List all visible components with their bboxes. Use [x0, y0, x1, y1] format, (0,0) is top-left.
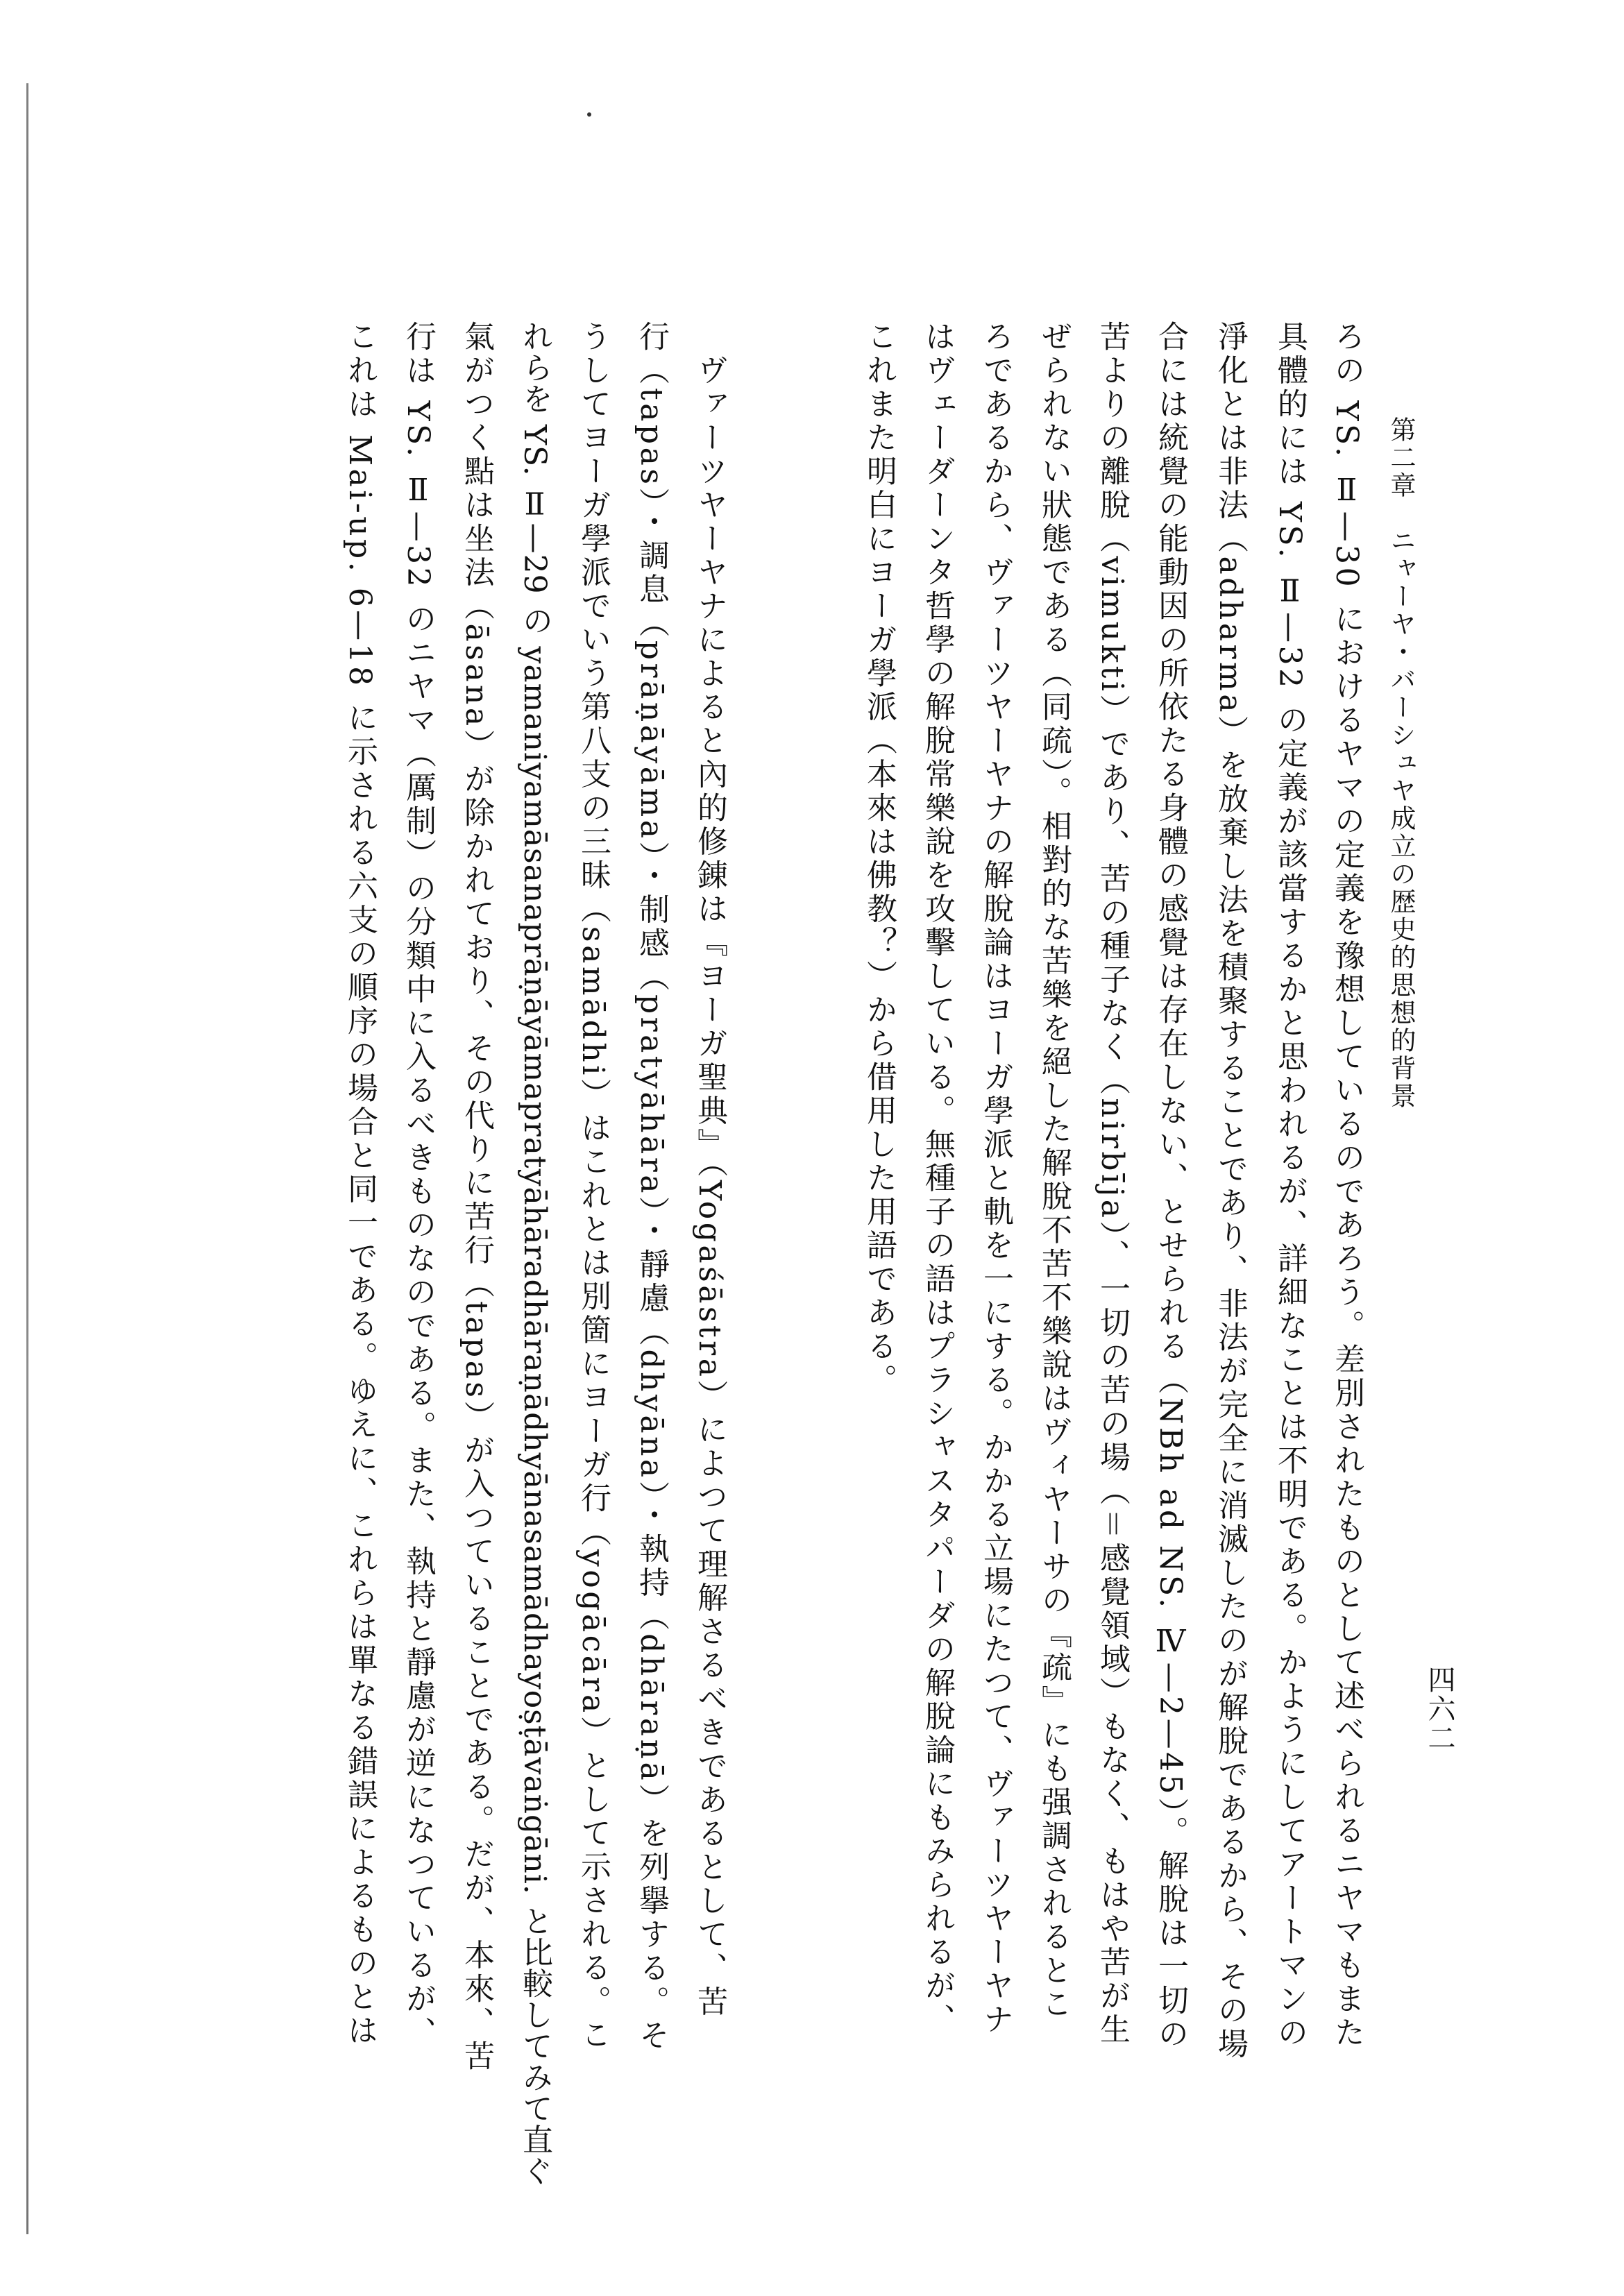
page-number: 四六二 — [1423, 1665, 1455, 1753]
running-title: 第二章 ニャーヤ・バーシュヤ成立の歴史的思想的背景 — [1386, 416, 1416, 1110]
text-line: これは Mai-up. 6—18 に示される六支の順序の場合と同一である。ゆえに、これらは單なる錯誤によるものとは — [342, 321, 378, 2048]
text-line: 行は YS. Ⅱ—32 のニヤマ（厲制）の分類中に入るべきものなのである。また、執持と靜慮が逆になつているが、 — [400, 321, 436, 2050]
text-line: 淨化とは非法（adharma）を放棄し法を積聚することであり、非法が完全に消滅したのが解脫であるから、その場 — [1212, 321, 1248, 2061]
text-line: ぜられない狀態である（同疏）。相對的な苦樂を絕した解脫不苦不樂說はヴィヤーサの『疏』にも强調されるとこ — [1036, 321, 1072, 2022]
text-line: 合には統覺の能動因の所依たる身體の感覺は存在しない、とせられる（NBh ad NS. Ⅳ—2—45）。解脫は一切の — [1153, 321, 1188, 2052]
text-line: 氣がつく點は坐法（āsana）が除かれており、その代りに苦行（tapas）が入つていることである。だが、本來、苦 — [459, 321, 494, 2074]
text-line: れらを YS. Ⅱ—29 の yamaniyamāsanaprāṇāyāmapratyāhāradhāraṇādhyānasamādhayoṣṭāvaṅgāni. と比較してみて直ぐ — [517, 321, 552, 2186]
text-line: うしてヨーガ學派でいう第八支の三昧（samādhi）はこれとは別箇にヨーガ行（yogācāra）として示される。こ — [575, 321, 611, 2052]
text-line: はヴェーダーンタ哲學の解脫常樂說を攻擊している。無種子の語はプラシャスタパーダの解脫論にもみられるが、 — [920, 321, 955, 2037]
text-line: これまた明白にヨーガ學派（本來は佛教？）から借用した用語である。 — [861, 321, 897, 1397]
text-line: ヴァーツヤーヤナによると內的修錬は『ヨーガ聖典』（Yogaśāstra）によつて理解さるべきであるとして、苦 — [692, 321, 727, 2019]
text-line: ろの YS. Ⅱ—30 におけるヤマの定義を豫想しているのであろう。差別されたものとして述べられるニヤマもまた — [1329, 321, 1364, 2050]
text-line: 具體的には YS. Ⅱ—32 の定義が該當するかと思われるが、詳細なことは不明である。かようにしてアートマンの — [1272, 321, 1308, 2050]
scan-speck — [587, 112, 591, 117]
text-line: 行（tapas）・調息（prāṇāyāma）・制感（pratyāhāra）・靜慮（dhyāna）・執持（dhāraṇā）を列擧する。そ — [634, 321, 669, 2053]
text-line: ろであるから、ヴァーツヤーヤナの解脫論はヨーガ學派と軌を一にする。かかる立場にたつて、ヴァーツヤーヤナ — [978, 321, 1013, 2037]
scan-edge-line — [26, 83, 28, 2234]
text-line: 苦よりの離脫（vimukti）であり、苦の種子なく（nirbīja）、一切の苦の場（＝感覺領域）もなく、もはや苦が生 — [1094, 321, 1130, 2047]
